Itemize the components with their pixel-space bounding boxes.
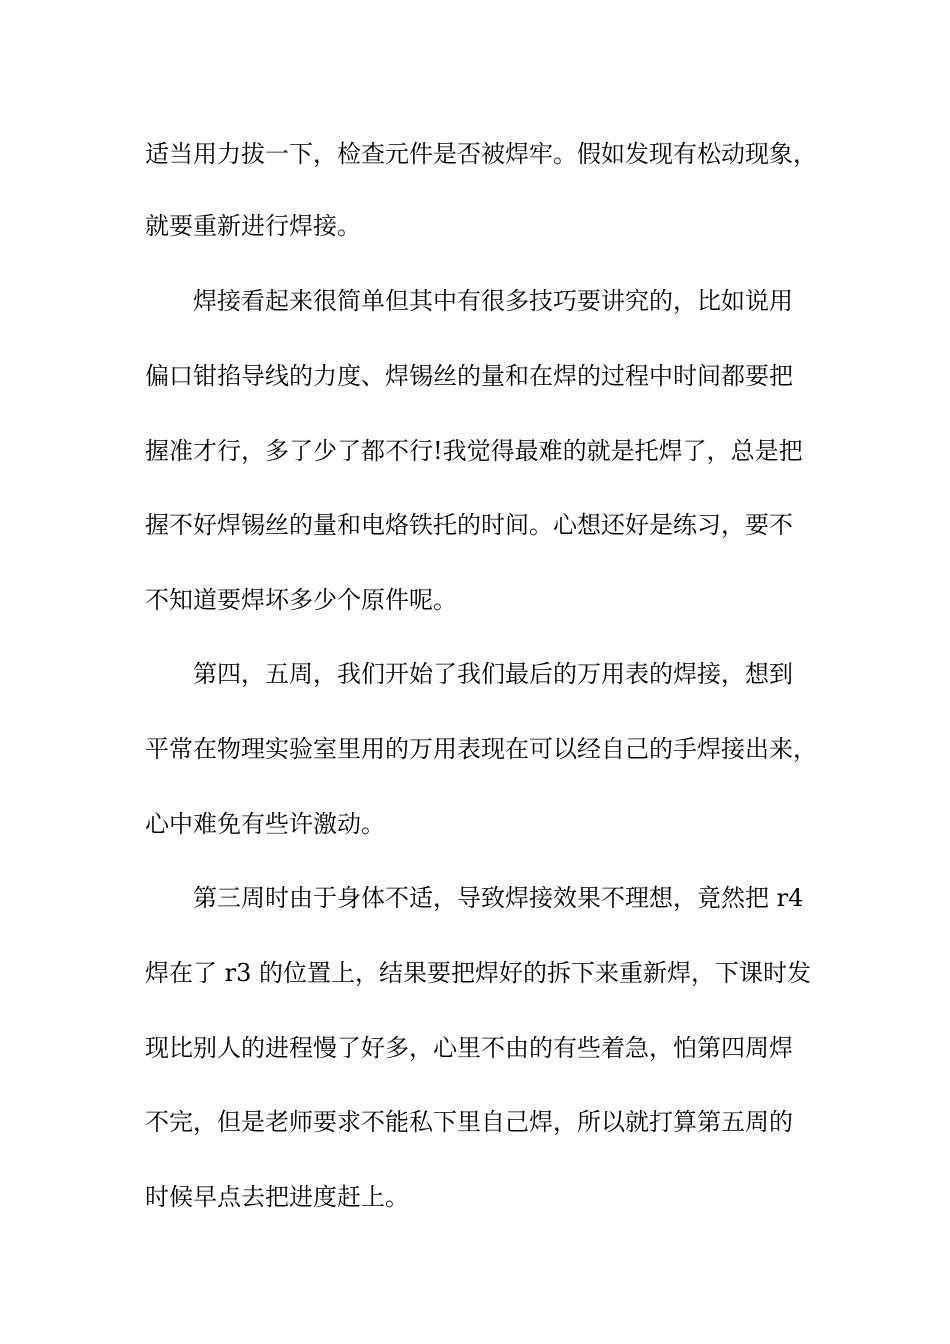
text-line: 适当用力拔一下，检查元件是否被焊牢。假如发现有松动现象， (145, 140, 817, 168)
text-line: 不完，但是老师要求不能私下里自己焊，所以就打算第五周的 (145, 1108, 793, 1136)
text-line: 平常在物理实验室里用的万用表现在可以经自己的手焊接出来， (145, 735, 817, 763)
text-line: 就要重新进行焊接。 (145, 212, 361, 240)
text-line: 偏口钳掐导线的力度、焊锡丝的量和在焊的过程中时间都要把 (145, 362, 793, 390)
paragraph-start-line: 第四，五周，我们开始了我们最后的万用表的焊接，想到 (193, 660, 793, 688)
paragraph-start-line: 焊接看起来很简单但其中有很多技巧要讲究的，比如说用 (193, 287, 793, 315)
text-line: 握准才行，多了少了都不行!我觉得最难的就是托焊了，总是把 (145, 437, 803, 465)
text-line: 时候早点去把进度赶上。 (145, 1183, 409, 1211)
text-line: 焊在了 r3 的位置上，结果要把焊好的拆下来重新焊，下课时发 (145, 959, 811, 987)
paragraph-start-line: 第三周时由于身体不适，导致焊接效果不理想，竟然把 r4 (193, 884, 804, 912)
text-line: 现比别人的进程慢了好多，心里不由的有些着急，怕第四周焊 (145, 1034, 793, 1062)
text-line: 握不好焊锡丝的量和电烙铁托的时间。心想还好是练习，要不 (145, 511, 793, 539)
text-line: 心中难免有些许激动。 (145, 810, 385, 838)
text-line: 不知道要焊坏多少个原件呢。 (145, 586, 457, 614)
